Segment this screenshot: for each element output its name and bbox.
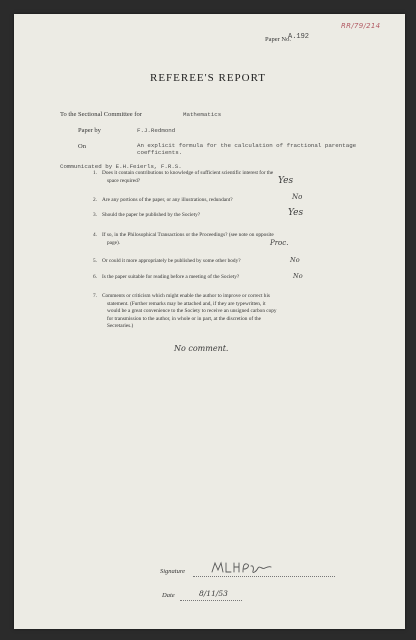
committee-label: To the Sectional Committee for xyxy=(60,111,142,118)
paper-title-line-2: coefficients. xyxy=(137,149,183,156)
answer-6: No xyxy=(293,272,303,280)
paper-by-label: Paper by xyxy=(78,127,101,134)
answer-4: Proc. xyxy=(270,239,289,247)
question-5: 5. Or could it more appropriately be published by some other body? xyxy=(93,258,241,264)
signature-image xyxy=(210,560,272,576)
answer-3: Yes xyxy=(288,208,304,218)
date-value: 8/11/53 xyxy=(199,589,228,598)
on-label: On xyxy=(78,143,86,150)
archive-reference: RR/79/214 xyxy=(341,22,381,30)
question-2: 2. Are any portions of the paper, or any illustrations, redundant? xyxy=(93,197,233,203)
question-4: 4. If so, in the Philosophical Transactions or the Proceedings? (see note on opposite page). xyxy=(93,232,274,246)
communicated-by: Communicated by E.H.Feierls, F.R.S. xyxy=(60,163,182,170)
date-line xyxy=(180,600,242,601)
page-title: REFEREE'S REPORT xyxy=(149,72,267,84)
signature-label: Signature xyxy=(160,568,186,575)
paper-title-line-1: An explicit formula for the calculation of fractional parentage xyxy=(137,142,357,149)
paper-number-value: A.192 xyxy=(288,33,310,41)
paper-by-value: F.J.Redmond xyxy=(137,127,176,134)
question-6: 6. Is the paper suitable for reading before a meeting of the Society? xyxy=(93,274,240,280)
date-label: Date xyxy=(162,592,175,599)
answer-2: No xyxy=(292,193,303,201)
answer-5: No xyxy=(290,256,300,264)
question-1: 1. Does it contain contributions to knowledge of sufficient scientific interest for the space required? xyxy=(93,170,274,184)
signature-line xyxy=(193,576,335,577)
paper-number-label: Paper No. xyxy=(265,36,291,43)
committee-value: Mathematics xyxy=(183,111,222,118)
question-3: 3. Should the paper be published by the Society? xyxy=(93,212,201,218)
answer-1: Yes xyxy=(278,176,294,186)
question-7: 7. Comments or criticism which might enable the author to improve or correct his statement. (Further remarks may be attached and, if they are typewritten, it would be a great convenience to the Society to receive an unsigned carbon copy for transmission to the author, in whole or in part, at the discretion of the Secretaries.) xyxy=(93,293,277,330)
answer-7: No comment. xyxy=(174,344,229,353)
